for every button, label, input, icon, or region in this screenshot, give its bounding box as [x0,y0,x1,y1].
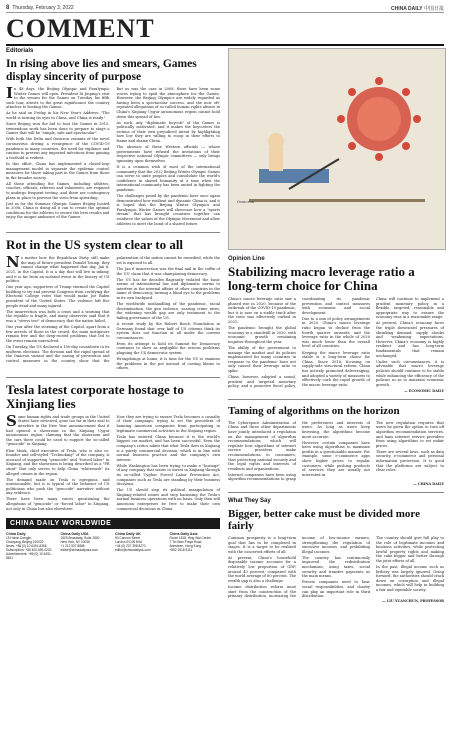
paragraph: At present, China's household disposable income accounts for a relatively low proportion of GDP, around 43 percent, compared with the world average of 60 percent. The wealth gap is also a challenge. [228,555,296,583]
office-line: Chaoyang, Beijing 100029 [6,539,44,544]
paragraph: Tesla has entered China because it is the world's biggest car market, and has been successful. Even the company's critics admit that what Tesla does in Xinjiang is a purely commercial decision, which is in line with normal business practice and the company's own interest. [116,434,220,462]
editorial-1-body [6,84,220,226]
opinion-3-body [228,536,444,599]
office-line: +44 (0) 207 398 8270 [115,543,146,548]
paragraph: Keeping the macro leverage ratio stable is a long-term choice for China. Since 2016, focusing on supply-side structural reform, China has actively promoted deleveraging, and adopted a variety of measures to effectively curb the rapid growth of the macro leverage ratio. [302,350,370,387]
editorial-3-headline: Tesla latest corporate hostage to Xinjiang lies [6,381,184,411]
section-label-editorials: Editorials [6,48,34,54]
opinion-2-author: — CHINA DAILY [413,482,444,486]
paragraph: No matter how the Republican Party still make the map of future president Donald Trump, they cannot change what happened that day, Jan 6, 2021, in the Capitol. It is a day that will live in infamy, and it is far from an isolated event in the history of US politics. [6,253,110,284]
section-label-opinion: Opinion Line [228,256,265,262]
opinion-2-headline: Taming of algorithms on the horizon [228,404,400,417]
editorial-cartoon [228,48,446,250]
paragraph: All those attending the Games, including athletes, coaches, officials, referees and volunteers, are required to undergo frequent testing, and there are contingency plans in place to prevent the virus from spreading. [6,181,110,200]
paragraph: China, however, adopted a sound, prudent and targeted monetary policy, and a proactive fiscal policy, coordinating its pandemic prevention and control measures with economic and social development. [228,297,370,389]
opinion-column [228,48,444,603]
paragraph: On Tuesday, the US declared a 100-day countdown to its midterm elections. The division and the rapid spread of the Omicron variant and the easing of prevention and control measures in the country show that the polarization of the nation cannot be remedied, while the rot is exposed to all. [6,256,220,363]
paragraph: Common prosperity is a long-term goal that has to be completed in stages. It is a target to be realized with the concerted efforts of all. [228,536,296,554]
divider [228,492,444,493]
paragraph: The absence of these Western officials — whose governments have refused the invitations of their respective national Olympic committees — only brings ignominy upon themselves. [116,145,220,163]
cartoon-caption: Omicron [237,199,255,204]
paragraph: The ability of the government to manage the market and its policies implemented for many countries in response to the pandemic have not only caused their leverage ratio to spike. [228,345,296,373]
paragraph: Even its attempt to hold its Summit for Democracy continues to show as negligible the serious problems plaguing the US democratic system. [116,341,220,355]
office-line: editor@chinadailyuk.com [115,547,151,552]
office-block [115,532,166,560]
footer [6,518,220,560]
paragraph: There are several laws, such as data security, e-commerce and personal information protection. It is good that the platforms are subject to clear rules. [376,449,444,473]
paragraph: The pandemic brought the global economy to a standstill in 2020, with economic growth remaining negative throughout the year. [228,326,296,344]
office-line: New York, NY 10036 [60,539,90,544]
top-bar [6,4,444,13]
office-line: Aberdeen, Hong Kong [169,543,202,548]
opinion-3-headline: Bigger, better cake must be divided more fairly [228,508,420,532]
editorial-3-body [6,411,220,513]
paragraph: The demand made on Tesla is egregious, and unreasonable, but it is typical of the behavior of US politicians who push the "genocide" narrative without any evidence. [6,477,110,496]
paragraph: The US has for decades flagrantly violated the basic norms of international law and diplomatic norms to interfere in the internal affairs of other countries in the name of democracy, turning a blind eye to the problems in its own backyard. [116,277,220,300]
paragraph: It is a common wish of most of the international community that the 2022 Beijing Winter Olympic Games can serve to unite peoples and consolidate the world's confidence in shared humanity at a time when the international community has been united in fighting the pandemic. [116,165,220,192]
editorial-2-headline: Rot in the US system clear to all [6,237,184,253]
paragraph: China will continue to implement a prudent monetary policy in a flexible, targeted, reasonable and appropriate way to ensure the economy runs in a reasonable range. [376,297,444,320]
paragraph: Internet companies have been using algorithm recommendations to grasp the preferences and interests of users. As long as users keep browsing, the algorithms become more accurate. [228,420,370,482]
office-line: editor@chinadailyusa.com [60,547,98,552]
paragraph: The US should stop its political manipulation of Xinjiang-related issues and stop harassing the Tesla's normal business operations with no basis. Only then will American enterprises be free to make their own commercial decisions in China. [116,488,220,511]
office-line: Advertisement: +86 (0) 10 6491-8631 [6,551,52,560]
divider [6,377,220,378]
page-title: COMMENT [6,14,155,43]
opinion-3-author: — LIU YUANCHUN, PROFESSOR [382,598,444,603]
office-name: China Daily [6,531,26,536]
office-line: 1500 Broadway, Suite 2800 [60,535,100,540]
paragraph: At present, China's economy faces the triple downward pressures of shrinking demand, supply shocks and weakening expectations. However, China's economy is highly resilient and has long-term fundamentals that remain unchanged. [376,321,444,358]
paragraph: Some human rights and trade groups in the United States have reviewed, gone too far in their zeal to interfere in the New Year announcement that it had opened a showroom in the Xinjiang Uygur autonomous region, claiming that the showroom and the cars there could be used to support the so-called "genocide" in Xinjiang. [6,411,110,447]
paragraph: With both the Delta and Omicron variants of the novel coronavirus driving a resurgence of the COVID-19 pandemic in many countries, the need for vigilance and caution to prevent any imported infections from gaining a foothold is evident. [6,137,110,160]
paragraph: In 48 days, the Beijing Olympic and Paralympic Winter Games will open. President Xi Jinping's visit to the venues for the Games on Tuesday, his fifth such tour, attests to the great significance the country attaches to hosting the Games. [6,84,110,110]
paper-name: CHINA DAILY 中国日报 [391,5,444,12]
footer-title: CHINA DAILY WORLDWIDE [6,518,220,529]
paragraph: One year ago, supporters of Trump stormed the Capitol building to try and prevent Congress from certifying the Electoral College votes that would make Joe Biden president of the United States. The violence left five people dead and many injured. [6,285,110,308]
office-line: Room 1818, Hing Wai Centre [169,535,212,540]
paragraph: China's macro leverage ratio saw a phased rise in 2020, because of the outbreak of the COVID-19 pandemic, but it is now on a stable track after the ratio was effectively curbed in 2021. [228,297,296,324]
opinion-main-body [228,297,444,389]
office-line: 90 Cannon Street [115,535,140,540]
paragraph: The insurrection was both a crisis and a warning that the republic is fragile, and many observers said that it was a "stress test" of democracy that the nation failed. [6,309,110,323]
paragraph: Wrongdoings at home, it is time for the US to examine the problems in the pot instead of casting blame to others. [116,357,220,371]
paragraph: As he said on Friday in his New Year's Address: "The world is turning its eyes to China, and China is ready." [6,111,110,121]
paragraph: As such, any "diplomatic boycott" of the Games is politically motivated, and it makes the boycotters the victims of their own prejudiced intent by highlighting how low they are willing to stoop in their efforts to frame and shame China. [116,120,220,144]
footer-offices [6,532,220,560]
issue-date: Thursday, February 3, 2022 [12,5,74,11]
paragraph: The worldwide mishandling of the pandemic, racial discrimination, the gun violence, soaring crime rates, the widening wealth gap are only testament to the failing governance of the US. [116,302,220,320]
office-name: China Daily UK [115,531,141,536]
section-label-what-they-say: What They Say [228,498,271,504]
paragraph: Elon Musk, chief executive of Tesla, who is also co-founder and self-styled "Technoking" of the company, is accused of supporting "genocide" and "forced labor" in Xinjiang, and the showroom is being described as a "PR stunt" that only serves to help China "whitewash" its alleged crimes in the region. [6,448,110,476]
paragraph: Due to a mix of policy arrangements in 2020, China's macro leverage ratio began to decline from the fourth quarter onwards, and the leverage ratio in the whole of 2020 was much lower than the overall level of all countries. [302,316,370,349]
opinion-main-headline: Stabilizing macro leverage ratio a long-term choice for China [228,264,415,293]
editorial-2-body [6,253,220,371]
paragraph: The country should give full play to the role of legitimate incomes and business activities, while protecting lawful property rights and making the cake bigger and better through the joint efforts of all. [376,536,444,563]
office-name: China Daily USA [60,531,89,536]
paragraph: The Cyberspace Administration of China and three other departments have jointly introduced a regulation on the management of algorithm recommendations, which will regulate how algorithms of internet service providers make recommendations to consumers, thus protecting national security and the legal rights and interests of residents and organizations. [228,420,296,471]
page-number: 8 [6,5,10,11]
paragraph: Under such circumstances, it is advisable that macro leverage policies should continue to be stable while enhancing the efficiency of the policies so as to maintain economic growth. [376,359,444,387]
divider [6,232,220,233]
paragraph: One year after the storming of the Capitol, apart from a few arrests of those in the crowd, the main instigators remain free and the deep-rooted problems that led to the event remain unresolved. [6,325,110,343]
editorial-1-headline: In rising above lies and smears, Games display sincerity of purpose [6,58,197,83]
office-line: +1 212 537 8888 [60,543,85,548]
office-block [170,532,221,560]
paragraph: The challenges posed by the pandemic have once again demonstrated how resilient and dynamic China is, and it is hoped that the Beijing Winter Olympics and Paralympic Winter Games will showcase how a "sports dream" that has brought countries together can reinforce the values of the Olympic Movement and allow athletes to meet the bond of a shared future. [116,194,220,226]
editorials-column [6,48,220,560]
paragraph: There have been many voices questioning the allegations of "genocide" or "forced labor" in Xinjiang, not only in China but also elsewhere. [6,497,110,511]
paragraph: The new regulation requires that users be given the option to turn off algorithm recommendation services, and bans internet service providers from using algorithms to set unfair prices. [376,420,444,448]
paragraph: Just as for the Summer Olympic Games Beijing hosted in 2008, China is doing all it can to create the optimal conditions for the athletes to secure the best results and enjoy the unique ambience of the Games. [6,201,110,220]
paragraph: Private companies need to bear social responsibilities, and charity can play an important role in third distribution. [302,580,370,599]
paragraph: Now they are trying to ensure Tesla becomes a casualty of their campaign, trying to set the precedent of banning American companies from participating in legitimate commercial activities in the Xinjiang region. [116,414,220,433]
paragraph: A recent study by the Robert Bosch Foundation in Germany found that over half of US citizens think its system does not function at all under the current circumstances. [116,321,220,340]
paragraph: However, certain companies have been using algorithms to maximize profits in a questionable manner. For example, some e-commerce apps show higher prices to regular customers, while pushing products of services they are usually not interested in. [302,440,370,477]
office-block [61,532,112,560]
opinion-2-body [228,421,444,482]
office-line: News: +86 (0) 10 6491-8366 [6,543,47,548]
office-name: China Daily Asia [169,531,198,536]
paragraph: Income distribution reform must start from the construction of the primary distribution, increasing the income of low-income earners, strengthening the regulation of excessive incomes, and prohibiting illegal incomes. [228,536,370,599]
office-line: Subscription: +86 400-699-0203 [6,547,52,552]
newspaper-page [6,4,444,743]
paragraph: But as was the case in 2008, there have been some voices trying to spoil the atmosphere for the Games. However, the Beijing Olympics are widely regarded as having been a spectacular success, and the now oft-repeated allegations of so-called human rights abuses in China's Xinjiang Uygur autonomous region cannot hold down this spread of lies. [116,87,220,119]
office-line: 15 Huixin Dongjie, [6,535,32,540]
divider [228,399,444,400]
paragraph: The Jan 6 insurrection was the final nail in the coffin of the US' claim that it was championing democracy. [116,266,220,276]
paragraph: The country has continuously improved the redistribution mechanism, using taxes, social security and transfer payments as the main means. [302,555,370,579]
office-line: London EC4N 6HA [115,539,143,544]
office-line: 7 Tin Wan Praya Road [169,539,202,544]
office-line: +852 2518 5111 [169,547,193,552]
paragraph: Since Beijing won the bid to host the Games in 2015, tremendous work has been done to prepare to stage a Games that will be "simple, safe and spectacular". [6,122,110,136]
paragraph: In this effort, China has implemented a closed-loop management model to separate the epidemic control measures for those taking part in the Games from those in the broader society. [6,161,110,180]
masthead-rule [6,44,444,46]
opinion-main-author: — ECONOMIC DAILY [404,388,444,393]
cartoon-illustration [229,49,445,249]
paragraph: While Washington has been trying to make a "hostage" of any company that wants to invest in Xinjiang through its so-called Uyghur Forced Labor Prevention Act, companies such as Tesla are standing by their business decisions. [116,463,220,487]
office-block [6,532,57,560]
paragraph: In the past, illegal income such as bribery was largely ignored. Going forward, the authorities should crack down on corruption and illegal incomes, which will help in building a fair and equitable society. [376,565,445,593]
